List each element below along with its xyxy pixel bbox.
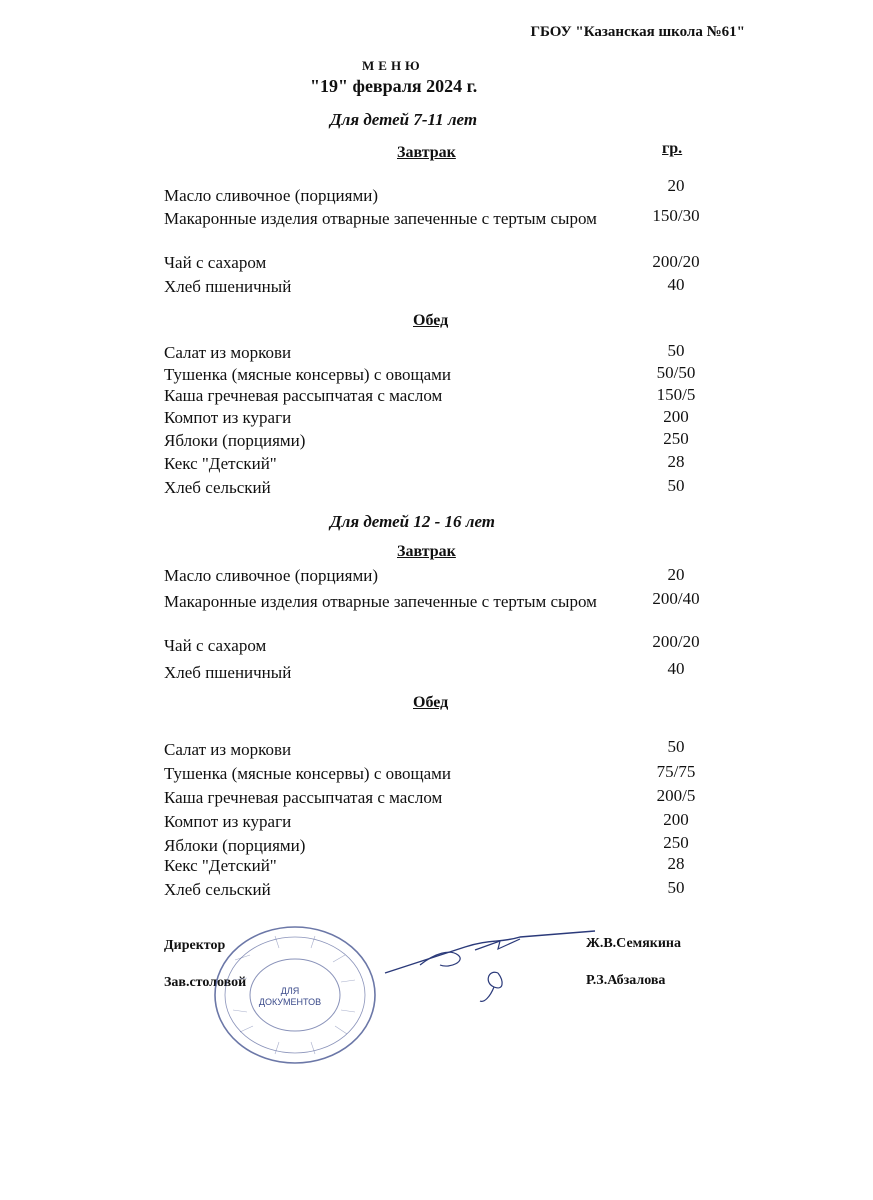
handwritten-signature-icon [380,925,600,1005]
age-group-1-title: Для детей 7-11 лет [330,110,478,129]
item-qty: 75/75 [656,762,696,781]
list-item: Масло сливочное (порциями) [164,186,378,205]
item-qty: 50 [667,737,685,756]
list-item: Компот из кураги [164,408,292,427]
list-item: Макаронные изделия отварные запеченные с тертым сыром [164,592,597,611]
list-item: Салат из моркови [164,343,292,362]
item-qty: 50/50 [656,363,696,382]
canteen-name: Р.З.Абзалова [586,973,666,988]
menu-heading: МЕНЮ [362,58,424,73]
group2-lunch-title: Обед [413,694,449,711]
item-qty: 200/5 [656,786,696,805]
group1-breakfast-title: Завтрак [397,144,456,161]
item-qty: 50 [667,476,685,495]
list-item: Хлеб пшеничный [164,663,292,682]
item-qty: 40 [667,275,685,294]
list-item: Чай с сахаром [164,253,267,272]
item-qty: 40 [667,659,685,678]
item-qty: 200/20 [652,252,700,271]
list-item: Тушенка (мясные консервы) с овощами [164,764,452,783]
list-item: Салат из моркови [164,740,292,759]
list-item: Яблоки (порциями) [164,836,306,855]
list-item: Хлеб сельский [164,880,271,899]
item-qty: 150/30 [652,206,700,225]
item-qty: 28 [667,854,685,873]
director-name: Ж.В.Семякина [586,936,681,951]
item-qty: 250 [663,429,689,448]
list-item: Макаронные изделия отварные запеченные с тертым сыром [164,209,597,228]
list-item: Кекс "Детский" [164,856,277,875]
item-qty: 250 [663,833,689,852]
item-qty: 20 [667,176,685,195]
group2-breakfast-title: Завтрак [397,543,456,560]
school-name: ГБОУ "Казанская школа №61" [530,24,745,40]
group1-lunch-title: Обед [413,312,449,329]
director-label: Директор [164,938,226,953]
list-item: Каша гречневая рассыпчатая с маслом [164,386,443,405]
list-item: Компот из кураги [164,812,292,831]
list-item: Яблоки (порциями) [164,431,306,450]
age-group-2-title: Для детей 12 - 16 лет [330,512,496,531]
item-qty: 150/5 [656,385,696,404]
item-qty: 28 [667,452,685,471]
item-qty: 50 [667,341,685,360]
list-item: Кекс "Детский" [164,454,277,473]
item-qty: 200 [663,407,689,426]
menu-date: "19" февраля 2024 г. [310,76,478,96]
item-qty: 200 [663,810,689,829]
list-item: Хлеб сельский [164,478,271,497]
canteen-label: Зав.столовой [164,975,247,990]
list-item: Чай с сахаром [164,636,267,655]
item-qty: 20 [667,565,685,584]
unit-label: гр. [662,140,683,157]
item-qty: 200/40 [652,589,700,608]
list-item: Хлеб пшеничный [164,277,292,296]
stamp-text: ДЛЯ ДОКУМЕНТОВ [258,986,322,1007]
item-qty: 200/20 [652,632,700,651]
item-qty: 50 [667,878,685,897]
list-item: Тушенка (мясные консервы) с овощами [164,365,452,384]
list-item: Каша гречневая рассыпчатая с маслом [164,788,443,807]
list-item: Масло сливочное (порциями) [164,566,378,585]
